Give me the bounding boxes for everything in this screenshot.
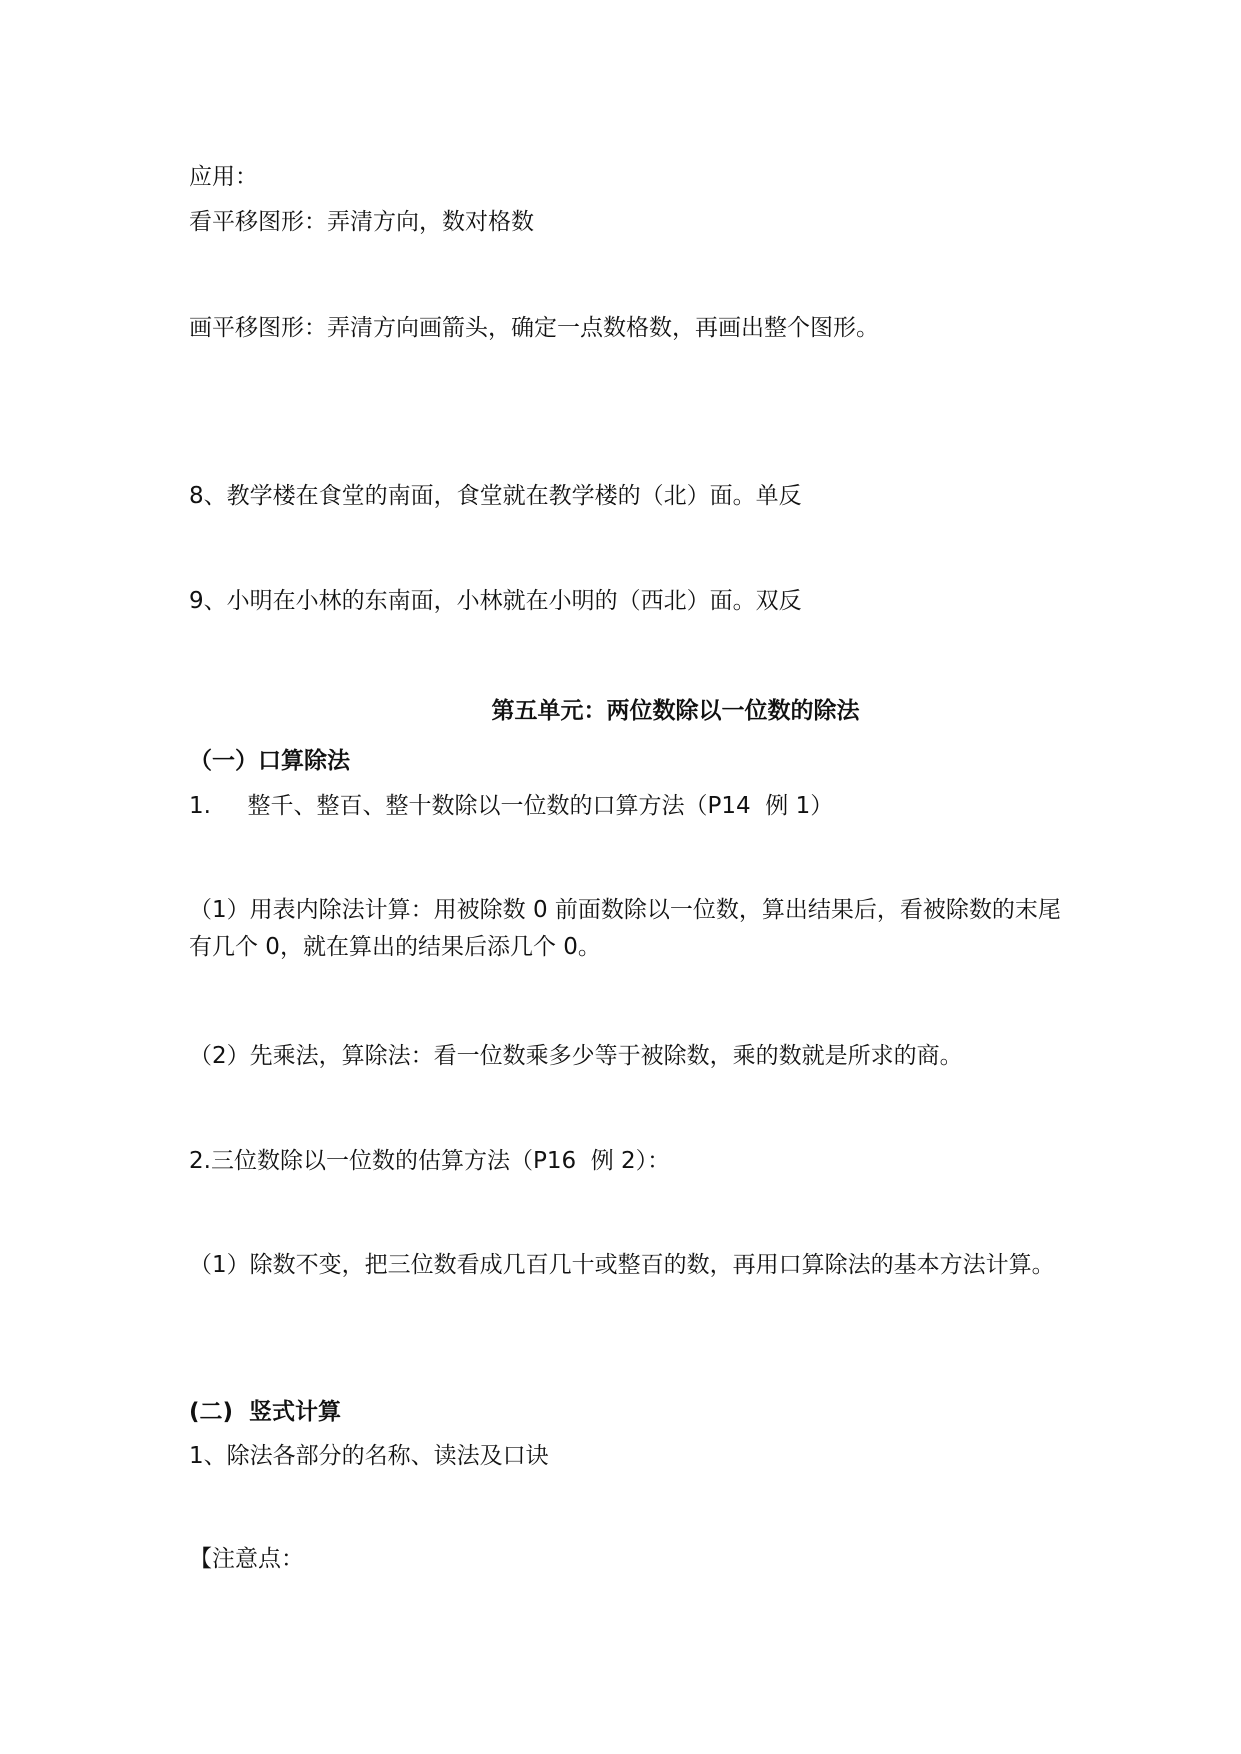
- section1-item1: 1. 整千、整百、整十数除以一位数的口算方法（P14 例 1）: [189, 793, 834, 819]
- section2-note: 【注意点：: [189, 1546, 304, 1572]
- section2-item1: 1、除法各部分的名称、读法及口诀: [189, 1443, 549, 1469]
- unit5-title: 第五单元：两位数除以一位数的除法: [491, 698, 860, 724]
- section1-method1: （1）用表内除法计算：用被除数 0 前面数除以一位数，算出结果后，看被除数的末尾有几个 0，就在算出的结果后添几个 0。: [189, 897, 1061, 960]
- application-heading: 应用：: [189, 164, 258, 190]
- section1-heading: （一）口算除法: [189, 748, 350, 774]
- view-translation-rule: 看平移图形：弄清方向，数对格数: [189, 209, 534, 235]
- draw-translation-rule: 画平移图形：弄清方向画箭头，确定一点数格数，再画出整个图形。: [189, 315, 879, 341]
- section2-heading: (二) 竖式计算: [189, 1399, 342, 1425]
- section1-item2: 2.三位数除以一位数的估算方法（P16 例 2）：: [189, 1148, 671, 1174]
- section1-method2: （2）先乘法，算除法：看一位数乘多少等于被除数，乘的数就是所求的商。: [189, 1043, 963, 1069]
- direction-item-9: 9、小明在小林的东南面，小林就在小明的（西北）面。双反: [189, 588, 802, 614]
- section1-estimate1: （1）除数不变，把三位数看成几百几十或整百的数，再用口算除法的基本方法计算。: [189, 1252, 1055, 1278]
- direction-item-8: 8、教学楼在食堂的南面，食堂就在教学楼的（北）面。单反: [189, 483, 802, 509]
